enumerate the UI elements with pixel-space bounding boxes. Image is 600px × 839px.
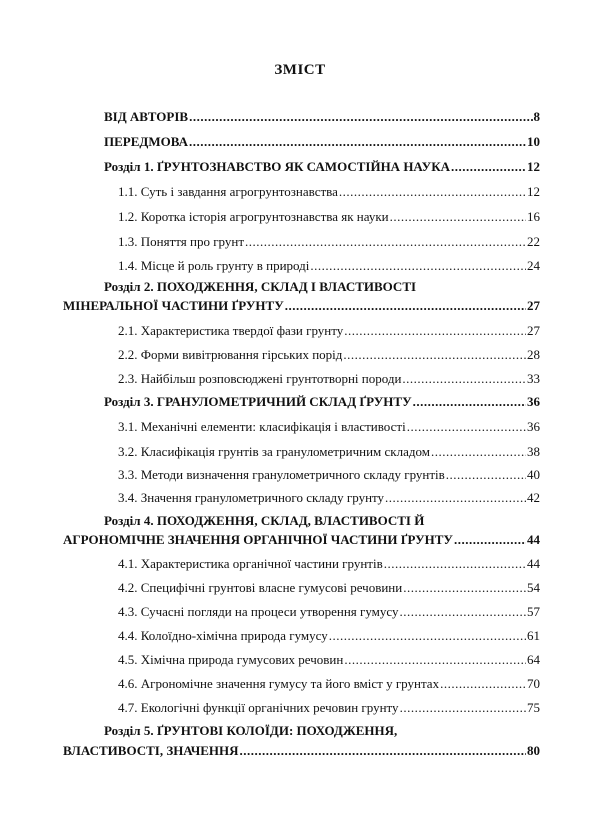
toc-entry-text: 4.1. Характеристика органічної частини грунтів xyxy=(118,556,383,571)
toc-entry-text: ВЛАСТИВОСТІ, ЗНАЧЕННЯ xyxy=(63,743,239,758)
dot-leader xyxy=(454,532,526,548)
toc-entry-text: Розділ 3. ГРАНУЛОМЕТРИЧНИЙ СКЛАД ҐРУНТУ xyxy=(104,394,412,409)
toc-page-number: 28 xyxy=(527,347,540,362)
toc-entry-section-4-3 xyxy=(118,604,540,620)
dot-leader xyxy=(440,676,526,692)
toc-page-number: 75 xyxy=(527,700,540,715)
toc-entry-preface xyxy=(104,134,540,150)
page-title: ЗМІСТ xyxy=(274,62,326,78)
dot-leader xyxy=(240,743,526,759)
toc-entry-text: 1.1. Суть і завдання агрогрунтознавства xyxy=(118,184,338,199)
dot-leader xyxy=(339,184,526,200)
toc-entry-section-2-3 xyxy=(118,371,540,387)
toc-page-number: 38 xyxy=(527,444,540,459)
toc-page-number: 44 xyxy=(527,556,540,571)
toc-entry-section-1-2 xyxy=(118,209,540,225)
toc-entry-section-3-1 xyxy=(118,419,540,435)
dot-leader xyxy=(189,109,532,125)
toc-entry-section-2-2 xyxy=(118,347,540,363)
toc-page-number: 36 xyxy=(527,419,540,434)
toc-page-number: 40 xyxy=(527,467,540,482)
toc-entry-text: 2.1. Характеристика твердої фази грунту xyxy=(118,323,344,338)
dot-leader xyxy=(344,323,526,339)
toc-page-number: 42 xyxy=(527,490,540,505)
toc-entry-section-4-4 xyxy=(118,628,540,644)
toc-entry-text: 1.2. Коротка історія агрогрунтознавства як науки xyxy=(118,209,389,224)
toc-entry-section-4-7 xyxy=(118,700,540,716)
toc-entry-text: 4.7. Екологічні функції органічних речовин грунту xyxy=(118,700,399,715)
toc-entry-text: 4.2. Специфічні грунтові власне гумусові речовини xyxy=(118,580,403,595)
toc-entry-text: 4.4. Колоїдно-хімічна природа гумусу xyxy=(118,628,328,643)
toc-entry-section-1-1 xyxy=(118,184,540,200)
dot-leader xyxy=(402,371,526,387)
toc-entry-section-4-2 xyxy=(118,580,540,596)
toc-page-number: 10 xyxy=(527,134,540,149)
toc-entry-chapter-2 xyxy=(63,298,540,314)
toc-page-number: 70 xyxy=(527,676,540,691)
toc-entry-text: 3.2. Класифікація грунтів за гранулометричним складом xyxy=(118,444,430,459)
toc-page-number: 8 xyxy=(533,109,540,124)
dot-leader xyxy=(245,234,526,250)
dot-leader xyxy=(446,467,526,483)
toc-entry-text: 1.3. Поняття про грунт xyxy=(118,234,245,249)
toc-entry-text: МІНЕРАЛЬНОЇ ЧАСТИНИ ҐРУНТУ xyxy=(63,298,284,313)
toc-entry-text: 3.4. Значення гранулометричного складу грунту xyxy=(118,490,385,505)
toc-page-number: 33 xyxy=(527,371,540,386)
toc-page-number: 16 xyxy=(527,209,540,224)
toc-page-number: 24 xyxy=(527,258,540,273)
toc-page-number: 27 xyxy=(527,298,540,313)
toc-page-number: 12 xyxy=(527,184,540,199)
toc-entry-section-4-1 xyxy=(118,556,540,572)
dot-leader xyxy=(344,652,526,668)
dot-leader xyxy=(329,628,526,644)
toc-entry-text: 3.3. Методи визначення гранулометричного складу грунтів xyxy=(118,467,445,482)
dot-leader xyxy=(400,604,526,620)
dot-leader xyxy=(385,490,526,506)
toc-entry-chapter-3 xyxy=(104,394,540,410)
dot-leader xyxy=(413,394,526,410)
toc-entry-section-1-4 xyxy=(118,258,540,274)
toc-page-number: 80 xyxy=(527,743,540,758)
toc-page-number: 54 xyxy=(527,580,540,595)
toc-page-number: 27 xyxy=(527,323,540,338)
toc-entry-text: 2.3. Найбільш розповсюджені грунтотворні породи xyxy=(118,371,402,386)
dot-leader xyxy=(451,159,526,175)
dot-leader xyxy=(403,580,526,596)
dot-leader xyxy=(310,258,526,274)
toc-entry-section-4-5 xyxy=(118,652,540,668)
toc-entry-text: 4.5. Хімічна природа гумусових речовин xyxy=(118,652,344,667)
toc-entry-chapter-2-line1: Розділ 2. ПОХОДЖЕННЯ, СКЛАД І ВЛАСТИВОСТІ xyxy=(104,279,417,294)
toc-page-number: 44 xyxy=(527,532,540,547)
toc-entry-section-1-3 xyxy=(118,234,540,250)
toc-entry-section-4-6 xyxy=(118,676,540,692)
toc-page-number: 57 xyxy=(527,604,540,619)
toc-entry-text: 3.1. Механічні елементи: класифікація і властивості xyxy=(118,419,406,434)
dot-leader xyxy=(407,419,526,435)
dot-leader xyxy=(343,347,526,363)
dot-leader xyxy=(285,298,526,314)
toc-entry-text: 1.4. Місце й роль грунту в природі xyxy=(118,258,310,273)
dot-leader xyxy=(390,209,526,225)
dot-leader xyxy=(189,134,526,150)
toc-entry-from-authors xyxy=(104,109,540,125)
toc-entry-chapter-4 xyxy=(63,532,540,548)
toc-entry-section-2-1 xyxy=(118,323,540,339)
toc-page-number: 64 xyxy=(527,652,540,667)
toc-page-number: 61 xyxy=(527,628,540,643)
toc-entry-text: 4.6. Агрономічне значення гумусу та його вміст у грунтах xyxy=(118,676,440,691)
toc-entry-text: АГРОНОМІЧНЕ ЗНАЧЕННЯ ОРГАНІЧНОЇ ЧАСТИНИ ҐРУНТУ xyxy=(63,532,453,547)
toc-page-number: 12 xyxy=(527,159,540,174)
toc-entry-chapter-4-line1: Розділ 4. ПОХОДЖЕННЯ, СКЛАД, ВЛАСТИВОСТІ Й xyxy=(104,513,425,528)
toc-entry-chapter-1 xyxy=(104,159,540,175)
toc-entry-text: ВІД АВТОРІВ xyxy=(104,109,189,124)
dot-leader xyxy=(431,444,526,460)
dot-leader xyxy=(384,556,526,572)
toc-entry-chapter-5 xyxy=(63,743,540,759)
toc-entry-section-3-3 xyxy=(118,467,540,483)
toc-entry-section-3-4 xyxy=(118,490,540,506)
toc-entry-section-3-2 xyxy=(118,444,540,460)
dot-leader xyxy=(400,700,526,716)
toc-entry-text: 4.3. Сучасні погляди на процеси утворення гумусу xyxy=(118,604,399,619)
toc-entry-text: Розділ 1. ҐРУНТОЗНАВСТВО ЯК САМОСТІЙНА НАУКА xyxy=(104,159,451,174)
toc-entry-text: ПЕРЕДМОВА xyxy=(104,134,188,149)
toc-page-number: 22 xyxy=(527,234,540,249)
toc-page-number: 36 xyxy=(527,394,540,409)
toc-entry-text: 2.2. Форми вивітрювання гірських порід xyxy=(118,347,343,362)
toc-entry-chapter-5-line1: Розділ 5. ҐРУНТОВІ КОЛОЇДИ: ПОХОДЖЕННЯ, xyxy=(104,723,398,738)
